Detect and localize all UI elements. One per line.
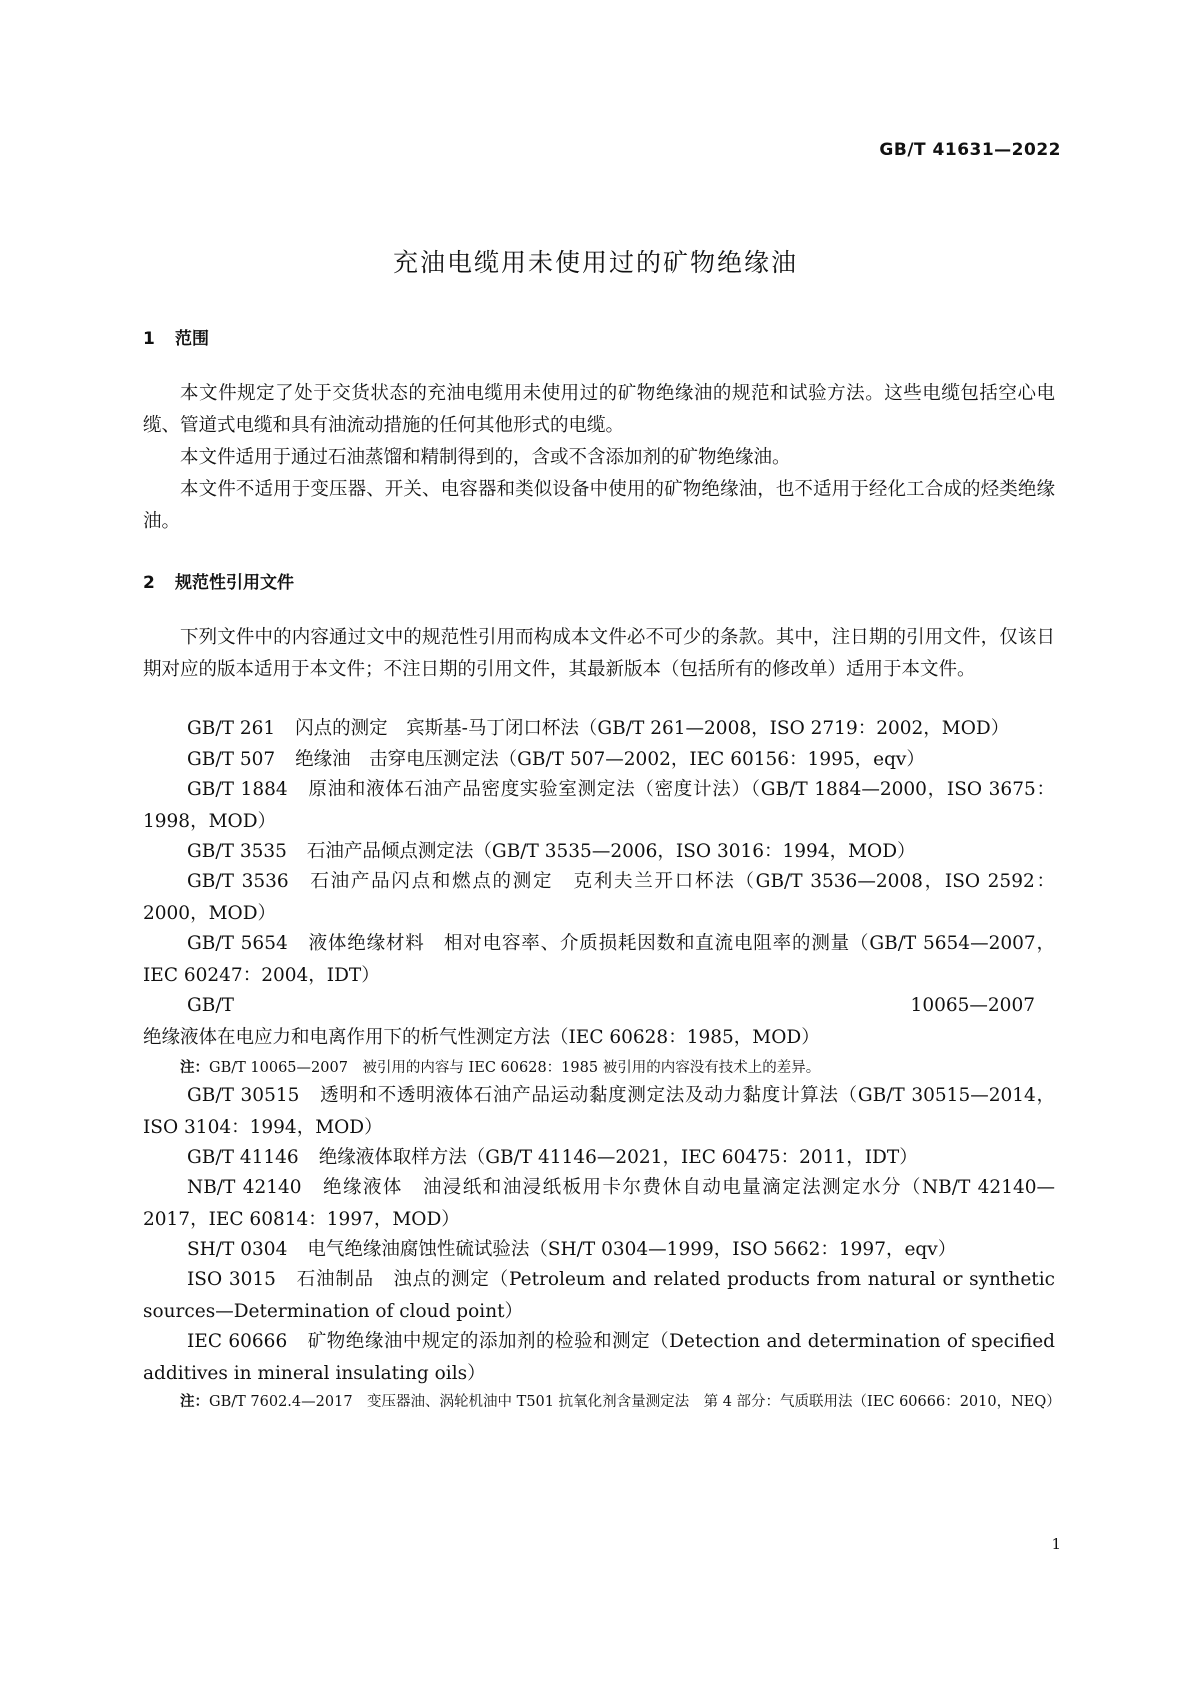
reference-code: GB/T 261 — [187, 718, 276, 739]
reference-note — [180, 1053, 1087, 1083]
note-text: GB/T 10065—2007 被引用的内容与 IEC 60628：1985 被引用的内容没有技术上的差异。 — [209, 1060, 821, 1076]
reference-item — [143, 990, 1055, 1054]
reference-code: GB/T 3535 — [187, 841, 287, 862]
reference-item — [143, 1080, 1055, 1144]
reference-text: 绝缘油 击穿电压测定法（GB/T 507—2002，IEC 60156：1995，eqv） — [295, 749, 925, 770]
reference-item — [143, 713, 1055, 745]
reference-code: GB/T 1884 — [187, 779, 288, 800]
references-intro: 下列文件中的内容通过文中的规范性引用而构成本文件必不可少的条款。其中，注日期的引用文件，仅该日期对应的版本适用于本文件；不注日期的引用文件，其最新版本（包括所有的修改单）适用于本文件。 — [143, 627, 1055, 680]
reference-text: 石油产品闪点和燃点的测定 克利夫兰开口杯法（GB/T 3536—2008，ISO 2592：2000，MOD） — [143, 871, 1055, 924]
reference-code: GB/T 30515 — [187, 1085, 300, 1106]
reference-item — [143, 1142, 1055, 1174]
standard-code: GB/T 41631—2022 — [879, 140, 1061, 160]
scope-paragraph-2: 本文件适用于通过石油蒸馏和精制得到的，含或不含添加剂的矿物绝缘油。 — [180, 447, 791, 468]
reference-item — [143, 928, 1055, 992]
document-title: 充油电缆用未使用过的矿物绝缘油 — [392, 248, 798, 277]
reference-code: GB/T 10065—2007 — [187, 995, 1035, 1016]
reference-text: 液体绝缘材料 相对电容率、介质损耗因数和直流电阻率的测量（GB/T 5654—2007，IEC 60247：2004，IDT） — [143, 933, 1055, 986]
section-title: 范围 — [175, 329, 209, 349]
reference-code: ISO 3015 — [187, 1269, 276, 1290]
reference-item — [143, 744, 1055, 776]
scope-paragraph-3: 本文件不适用于变压器、开关、电容器和类似设备中使用的矿物绝缘油，也不适用于经化工合成的烃类绝缘油。 — [143, 479, 1055, 532]
section-heading-scope — [143, 324, 209, 349]
reference-item — [143, 1326, 1055, 1390]
section-heading-normative-references — [143, 568, 294, 593]
reference-text: 石油产品倾点测定法（GB/T 3535—2006，ISO 3016：1994，MOD） — [306, 841, 916, 862]
reference-code: IEC 60666 — [187, 1331, 288, 1352]
reference-text: 绝缘液体在电应力和电离作用下的析气性测定方法（IEC 60628：1985，MOD） — [143, 1027, 820, 1048]
reference-code: GB/T 507 — [187, 749, 276, 770]
reference-text: 透明和不透明液体石油产品运动黏度测定法及动力黏度计算法（GB/T 30515—2014，ISO 3104：1994，MOD） — [143, 1085, 1055, 1138]
reference-text: 闪点的测定 宾斯基-马丁闭口杯法（GB/T 261—2008，ISO 2719：2002，MOD） — [295, 718, 1010, 739]
reference-text: 矿物绝缘油中规定的添加剂的检验和测定（Detection and determination of specified additives in mineral insulating oils） — [143, 1331, 1056, 1384]
reference-item — [143, 774, 1055, 838]
section-title: 规范性引用文件 — [175, 573, 294, 593]
scope-paragraph-1: 本文件规定了处于交货状态的充油电缆用未使用过的矿物绝缘油的规范和试验方法。这些电缆包括空心电缆、管道式电缆和具有油流动措施的任何其他形式的电缆。 — [143, 383, 1055, 436]
reference-code: GB/T 41146 — [187, 1147, 299, 1168]
page-number: 1 — [1051, 1535, 1061, 1553]
reference-code: GB/T 5654 — [187, 933, 288, 954]
note-label: 注： — [180, 1060, 209, 1076]
section-number: 2 — [143, 573, 155, 593]
section-number: 1 — [143, 329, 155, 349]
reference-note — [180, 1387, 1087, 1417]
reference-text: 电气绝缘油腐蚀性硫试验法（SH/T 0304—1999，ISO 5662：1997，eqv） — [307, 1239, 957, 1260]
note-text: GB/T 7602.4—2017 变压器油、涡轮机油中 T501 抗氧化剂含量测定法 第 4 部分：气质联用法（IEC 60666：2010，NEQ） — [209, 1394, 1061, 1410]
reference-text: 原油和液体石油产品密度实验室测定法（密度计法）（GB/T 1884—2000，ISO 3675：1998，MOD） — [143, 779, 1055, 832]
reference-code: GB/T 3536 — [187, 871, 289, 892]
reference-item — [143, 1234, 1055, 1266]
reference-text: 石油制品 浊点的测定（Petroleum and related products from natural or synthetic sources—Determination of cloud point） — [143, 1269, 1055, 1322]
reference-item — [143, 866, 1055, 930]
note-label: 注： — [180, 1394, 209, 1410]
reference-item — [143, 1172, 1055, 1236]
reference-code: SH/T 0304 — [187, 1239, 288, 1260]
reference-code: NB/T 42140 — [187, 1177, 302, 1198]
reference-text: 绝缘液体取样方法（GB/T 41146—2021，IEC 60475：2011，IDT） — [318, 1147, 918, 1168]
reference-item — [143, 1264, 1055, 1328]
reference-item — [143, 836, 1055, 868]
reference-text: 绝缘液体 油浸纸和油浸纸板用卡尔费休自动电量滴定法测定水分（NB/T 42140—2017，IEC 60814：1997，MOD） — [143, 1177, 1056, 1230]
